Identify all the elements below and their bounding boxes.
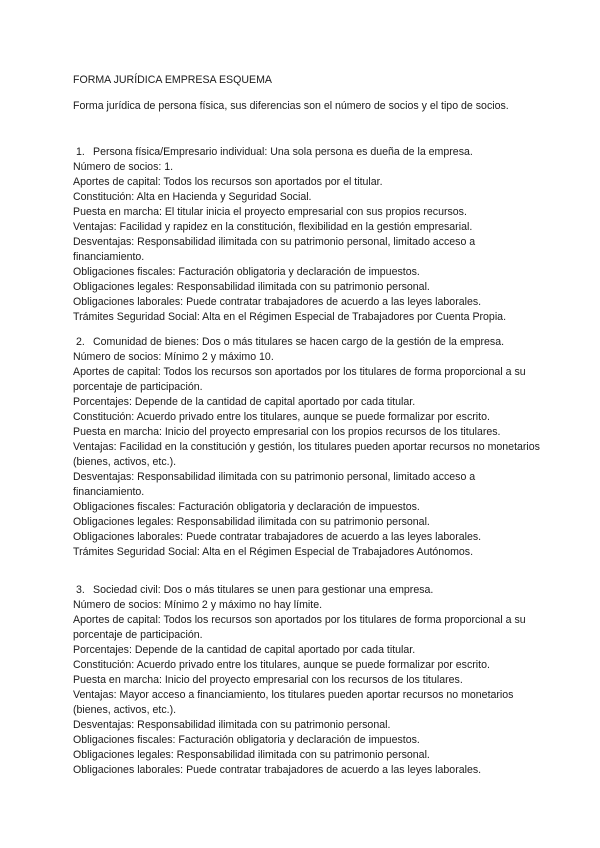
section-persona-fisica [73, 145, 543, 325]
list-item: Aportes de capital: Todos los recursos son aportados por los titulares de forma proporcional a su porcentaje de participación. [73, 366, 526, 393]
list-item: Constitución: Alta en Hacienda y Seguridad Social. [73, 191, 312, 203]
list-item: Obligaciones laborales: Puede contratar trabajadores de acuerdo a las leyes laborales. [73, 764, 482, 776]
list-item: Obligaciones laborales: Puede contratar trabajadores de acuerdo a las leyes laborales. [73, 296, 482, 308]
list-item: Ventajas: Facilidad en la constitución y gestión, los titulares pueden aportar recursos no monetarios (bienes, activos, etc.). [73, 441, 540, 468]
list-item: Constitución: Acuerdo privado entre los titulares, aunque se puede formalizar por escrito. [73, 411, 490, 423]
document-title: FORMA JURÍDICA EMPRESA ESQUEMA [73, 74, 272, 86]
section-heading [73, 335, 543, 350]
list-item: Obligaciones fiscales: Facturación obligatoria y declaración de impuestos. [73, 501, 420, 513]
list-item: Obligaciones legales: Responsabilidad ilimitada con su patrimonio personal. [73, 281, 430, 293]
list-item: Desventajas: Responsabilidad ilimitada con su patrimonio personal, limitado acceso a financiamiento. [73, 471, 476, 498]
section-heading-text: Comunidad de bienes: Dos o más titulares se hacen cargo de la gestión de la empresa. [93, 336, 505, 348]
list-item: Obligaciones legales: Responsabilidad ilimitada con su patrimonio personal. [73, 516, 430, 528]
section-heading-text: Sociedad civil: Dos o más titulares se unen para gestionar una empresa. [93, 584, 434, 596]
list-item: Porcentajes: Depende de la cantidad de capital aportado por cada titular. [73, 396, 416, 408]
list-item: Desventajas: Responsabilidad ilimitada con su patrimonio personal. [73, 719, 391, 731]
list-item: Obligaciones fiscales: Facturación obligatoria y declaración de impuestos. [73, 734, 420, 746]
section-heading [73, 583, 543, 598]
section-comunidad-bienes [73, 335, 543, 560]
section-heading-text: Persona física/Empresario individual: Una sola persona es dueña de la empresa. [93, 146, 473, 158]
list-number: 2. [76, 336, 85, 348]
intro-paragraph: Forma jurídica de persona física, sus diferencias son el número de socios y el tipo de socios. [73, 100, 509, 112]
list-item: Desventajas: Responsabilidad ilimitada con su patrimonio personal, limitado acceso a financiamiento. [73, 236, 476, 263]
section-sociedad-civil [73, 583, 543, 778]
section-heading [73, 145, 543, 160]
list-item: Puesta en marcha: Inicio del proyecto empresarial con los propios recursos de los titulares. [73, 426, 501, 438]
list-number: 1. [76, 146, 85, 158]
list-item: Número de socios: Mínimo 2 y máximo 10. [73, 351, 274, 363]
list-item: Aportes de capital: Todos los recursos son aportados por los titulares de forma proporcional a su porcentaje de participación. [73, 614, 526, 641]
list-item: Obligaciones fiscales: Facturación obligatoria y declaración de impuestos. [73, 266, 420, 278]
list-item: Puesta en marcha: El titular inicia el proyecto empresarial con sus propios recursos. [73, 206, 467, 218]
list-item: Número de socios: Mínimo 2 y máximo no hay límite. [73, 599, 323, 611]
list-item: Obligaciones legales: Responsabilidad ilimitada con su patrimonio personal. [73, 749, 430, 761]
list-item: Trámites Seguridad Social: Alta en el Régimen Especial de Trabajadores por Cuenta Propia. [73, 311, 507, 323]
list-item: Porcentajes: Depende de la cantidad de capital aportado por cada titular. [73, 644, 416, 656]
list-item: Ventajas: Mayor acceso a financiamiento, los titulares pueden aportar recursos no monetarios (bienes, activos, etc.). [73, 689, 514, 716]
list-item: Constitución: Acuerdo privado entre los titulares, aunque se puede formalizar por escrito. [73, 659, 490, 671]
list-number: 3. [76, 584, 85, 596]
list-item: Obligaciones laborales: Puede contratar trabajadores de acuerdo a las leyes laborales. [73, 531, 482, 543]
list-item: Ventajas: Facilidad y rapidez en la constitución, flexibilidad en la gestión empresarial. [73, 221, 473, 233]
list-item: Puesta en marcha: Inicio del proyecto empresarial con los recursos de los titulares. [73, 674, 463, 686]
list-item: Número de socios: 1. [73, 161, 174, 173]
list-item: Aportes de capital: Todos los recursos son aportados por el titular. [73, 176, 383, 188]
list-item: Trámites Seguridad Social: Alta en el Régimen Especial de Trabajadores Autónomos. [73, 546, 474, 558]
